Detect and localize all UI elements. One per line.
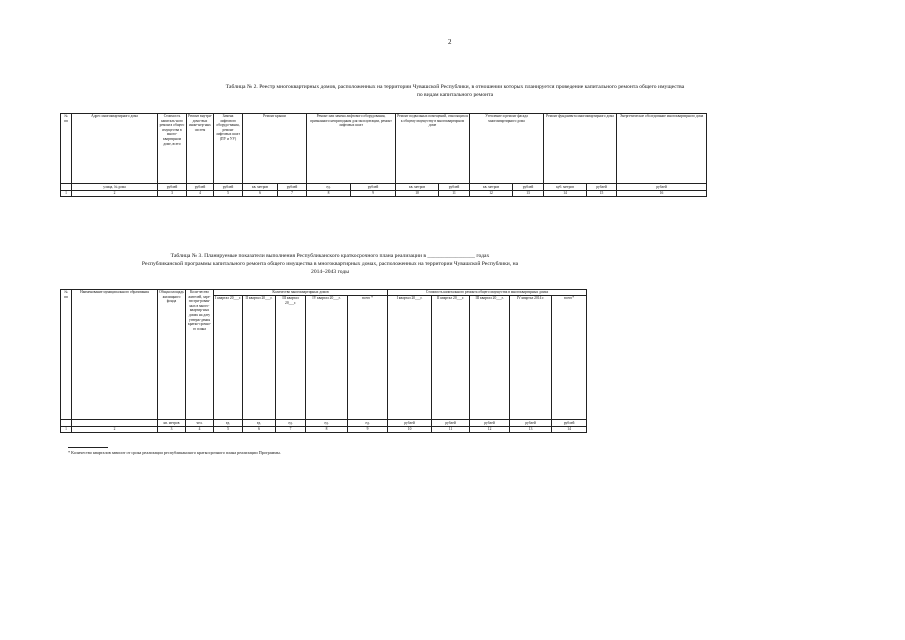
t3-unit: чел. (186, 420, 214, 427)
t3-h-municipality: Наименование муниципального образования (72, 290, 158, 420)
t2-unit: рублей (439, 184, 470, 191)
table2-caption-line2: по видам капитального ремонта (416, 92, 494, 98)
t2-colnum: 12 (470, 191, 513, 197)
t2-colnum: 14 (544, 191, 587, 197)
t3-unit: ед. (243, 420, 276, 427)
t2-colnum: 3 (158, 191, 187, 197)
table3-units-row (61, 420, 587, 427)
t2-unit: рублей (214, 184, 243, 191)
t3-h-group-cost: Стоимость капитального ремонта общего имущества в многоквартирных домах (388, 290, 587, 296)
t3-colnum: 13 (510, 427, 552, 433)
t3-colnum: 10 (388, 427, 432, 433)
t3-h-cost-total: всего* (552, 296, 587, 420)
t2-h-address: Адрес многоквартирного дома (72, 114, 158, 184)
t2-h-lift: Ремонт или замена лифтового оборудования, признанного непригодным для эксплуатации, ремонт лифтовых шахт (307, 114, 396, 184)
t2-h-cost: Стоимость капиталь-ного ремонта общего имущества в много-квартирном доме, всего (158, 114, 187, 184)
table2-units-row (61, 184, 707, 191)
table3-caption-line3: 2014–2043 годы (311, 269, 349, 275)
t2-colnum: 15 (587, 191, 617, 197)
t2-colnum: 7 (278, 191, 307, 197)
t3-unit (72, 420, 158, 427)
table2-numbers-row (61, 191, 707, 197)
t2-colnum: 16 (617, 191, 707, 197)
t2-h-roof: Ремонт крыши (243, 114, 307, 184)
t2-h-lift-pu: Замена лифтового оборудо-вания, ремонт лифтовых шахт (ПУ и УУ) (214, 114, 243, 184)
t3-h-group-count: Количество многоквартирных домов (214, 290, 388, 296)
t2-unit: кв. метров (396, 184, 439, 191)
t3-h-cost-q4: IV квартал 2014 г. (510, 296, 552, 420)
t2-colnum: 10 (396, 191, 439, 197)
t3-h-q4: IV квартал 20___г. (306, 296, 348, 420)
t3-h-num: № пп (61, 290, 72, 420)
t2-h-energy: Энергетическое обследование многоквартирного дома (617, 114, 707, 184)
page-number: 2 (448, 38, 452, 46)
t3-h-cost-q1: I квартал 20___г. (388, 296, 432, 420)
t2-colnum: 8 (307, 191, 351, 197)
t2-unit: кв. метров (470, 184, 513, 191)
t3-colnum: 12 (470, 427, 510, 433)
t3-colnum: 4 (186, 427, 214, 433)
t3-unit: рублей (432, 420, 470, 427)
table3-caption (60, 252, 600, 276)
t3-h-residents: Коли-чество жителей, заре-гистри-рован-ных в много-квартир-ных домах на дату утверж-дения кратко-срочно-го плана (186, 290, 214, 420)
t3-h-cost-q3: III квартал 20___г. (470, 296, 510, 420)
t2-h-engineering: Ремонт внутри-домо-вых инже-нер-ных систем (187, 114, 214, 184)
t2-h-foundation: Ремонт фундамента многоквартирного дома (544, 114, 617, 184)
t2-colnum: 1 (61, 191, 72, 197)
t2-colnum: 11 (439, 191, 470, 197)
t2-unit: рублей (587, 184, 617, 191)
t2-colnum: 5 (214, 191, 243, 197)
t2-unit: рублей (617, 184, 707, 191)
t2-colnum: 13 (513, 191, 544, 197)
t2-colnum: 2 (72, 191, 158, 197)
table2-caption-line1: Таблица № 2. Реестр многоквартирных домов, расположенных на территории Чувашской Республики, в отношении которых планируется проведение капитального ремонта общего имущества (225, 84, 685, 90)
t2-h-facade: Утепление и ремонт фасада многоквартирного дома (470, 114, 544, 184)
table3-caption-line1: Таблица № 3. Планируемые показатели выполнения Республиканского краткосрочного плана реализации в _________________ годах (170, 253, 490, 259)
t3-colnum: 3 (158, 427, 186, 433)
t2-colnum: 6 (243, 191, 278, 197)
table2-header-row (61, 114, 707, 184)
t3-colnum: 9 (348, 427, 388, 433)
t2-unit: рублей (158, 184, 187, 191)
t3-unit: рублей (510, 420, 552, 427)
t3-colnum: 1 (61, 427, 72, 433)
footnote: * Количество кварталов зависит от срока реализации республиканского краткосрочного плана реализации Программы. (68, 450, 281, 455)
t3-unit: ед. (306, 420, 348, 427)
t3-unit (61, 420, 72, 427)
t3-colnum: 5 (214, 427, 243, 433)
t3-h-q1: I квартал 20___г. (214, 296, 243, 420)
t3-h-area: Общая площадь жилищного фонда (158, 290, 186, 420)
t3-colnum: 11 (432, 427, 470, 433)
t3-colnum: 8 (306, 427, 348, 433)
t3-unit: рублей (552, 420, 587, 427)
t2-unit: рублей (351, 184, 396, 191)
footnote-separator (68, 447, 108, 448)
table2-caption (60, 83, 850, 99)
t2-unit: кв. метров (243, 184, 278, 191)
t3-colnum: 14 (552, 427, 587, 433)
t2-unit: рублей (278, 184, 307, 191)
t2-unit (61, 184, 72, 191)
t2-colnum: 4 (187, 191, 214, 197)
t2-unit: улица, № дома (72, 184, 158, 191)
t2-unit: рублей (187, 184, 214, 191)
t2-unit: ед. (307, 184, 351, 191)
table-2-registry (60, 113, 707, 197)
t3-unit: рублей (470, 420, 510, 427)
t2-unit: куб. метров (544, 184, 587, 191)
t2-unit: рублей (513, 184, 544, 191)
table3-caption-line2: Республиканской программы капитального ремонта общего имущества в многоквартирных домах, расположенных на территории Чувашской Республики, на (141, 261, 519, 267)
t3-h-cost-q2: II квартал 20___г. (432, 296, 470, 420)
t3-unit: ед. (276, 420, 306, 427)
t3-h-total: всего * (348, 296, 388, 420)
t3-colnum: 6 (243, 427, 276, 433)
t3-unit: ед. (214, 420, 243, 427)
t3-unit: ед. (348, 420, 388, 427)
table3-numbers-row (61, 427, 587, 433)
t3-h-q3: III квартал 20___г. (276, 296, 306, 420)
t3-unit: кв. метров (158, 420, 186, 427)
t3-colnum: 2 (72, 427, 158, 433)
t3-colnum: 7 (276, 427, 306, 433)
t2-colnum: 9 (351, 191, 396, 197)
t3-unit: рублей (388, 420, 432, 427)
t3-h-q2: II квартал 20___г. (243, 296, 276, 420)
t2-h-num: № пп (61, 114, 72, 184)
table-3-indicators (60, 289, 587, 433)
t2-h-basement: Ремонт подвальных помещений, относящихся к общему имуществу в многоквартирном доме (396, 114, 470, 184)
